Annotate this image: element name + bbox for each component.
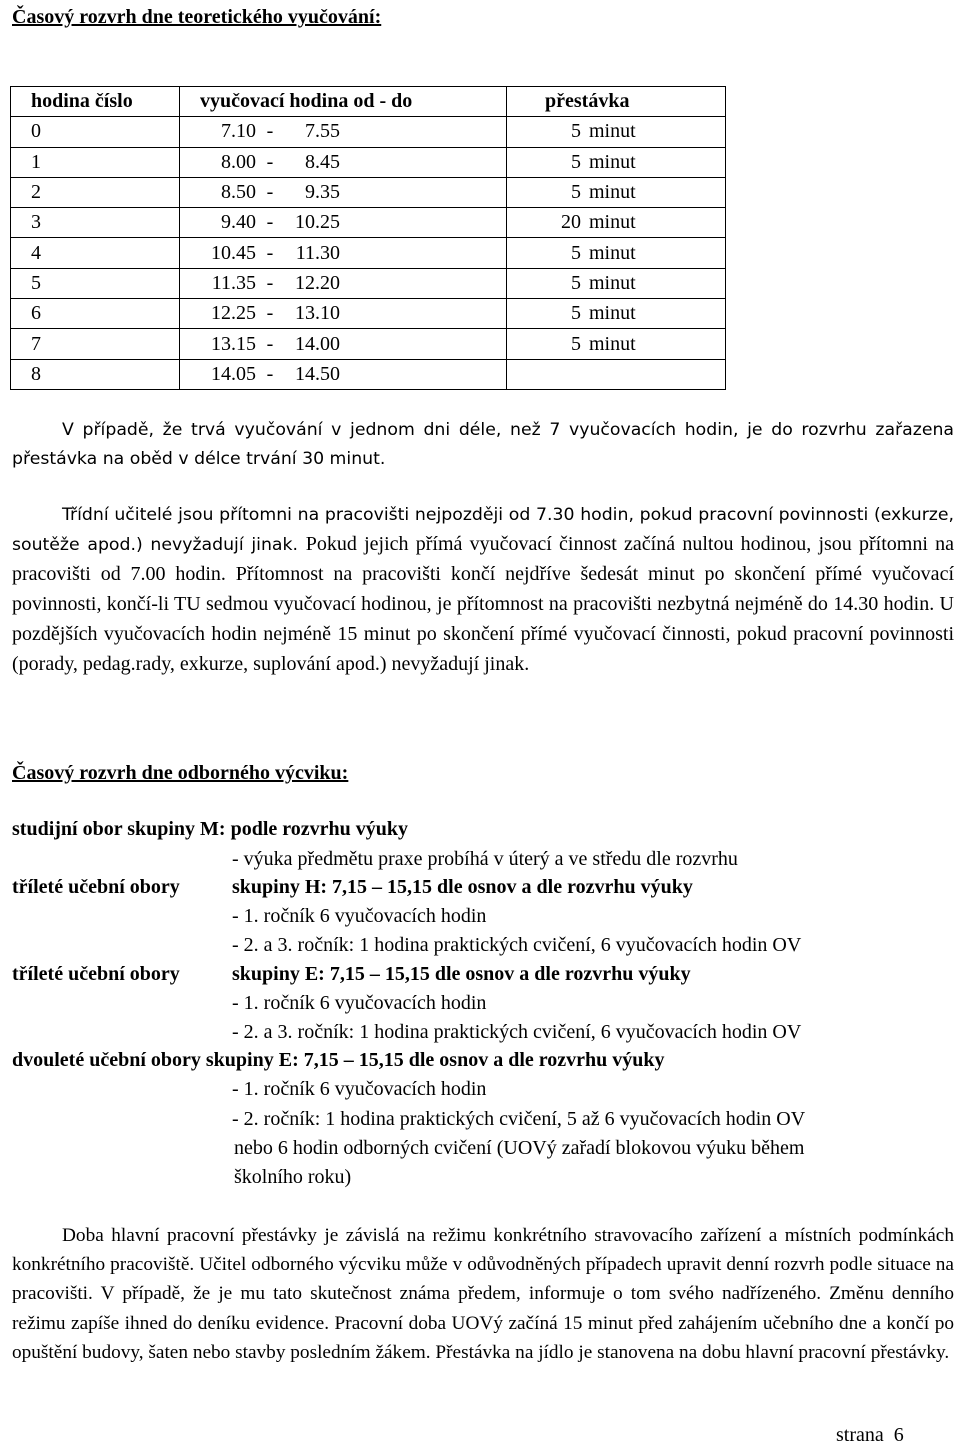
time-to: 9.35 (305, 181, 340, 204)
cell-od-do (180, 359, 507, 389)
cell-prestavka (507, 177, 726, 207)
time-from: 8.00 (221, 150, 256, 173)
time-dash: - (266, 211, 274, 234)
break-minutes: 5 (571, 181, 581, 204)
header-od-do: vyučovací hodina od - do (180, 87, 507, 117)
cell-hodina: 8 (11, 359, 180, 389)
break-unit: minut (589, 332, 636, 355)
obor-e3-label: tříleté učební obory (12, 963, 180, 985)
table-row (11, 147, 726, 177)
time-dash: - (266, 332, 274, 355)
break-minutes: 5 (571, 241, 581, 264)
break-minutes: 20 (561, 211, 581, 234)
table-row (11, 238, 726, 268)
break-minutes: 5 (571, 302, 581, 325)
obor-e2: dvouleté učební obory skupiny E: 7,15 – 15,15 dle osnov a dle rozvrhu výuky (12, 1049, 665, 1071)
time-dash: - (266, 181, 274, 204)
break-unit: minut (589, 271, 636, 294)
cell-hodina: 5 (11, 268, 180, 298)
cell-od-do (180, 329, 507, 359)
obor-h-sub1: - 1. ročník 6 vyučovacích hodin (232, 905, 487, 927)
table-row (11, 299, 726, 329)
table-row (11, 329, 726, 359)
time-from: 10.45 (211, 241, 256, 264)
table-row (11, 177, 726, 207)
cell-prestavka (507, 299, 726, 329)
cell-prestavka (507, 359, 726, 389)
time-to: 14.50 (295, 362, 340, 385)
obor-h-sub2: - 2. a 3. ročník: 1 hodina praktických cvičení, 6 vyučovacích hodin OV (232, 934, 802, 956)
obor-h-label: tříleté učební obory (12, 876, 180, 898)
time-dash: - (266, 271, 274, 294)
time-from: 9.40 (221, 211, 256, 234)
time-to: 10.25 (295, 211, 340, 234)
cell-hodina: 3 (11, 208, 180, 238)
cell-od-do (180, 208, 507, 238)
obor-e3-sub1: - 1. ročník 6 vyučovacích hodin (232, 992, 487, 1014)
cell-prestavka (507, 208, 726, 238)
heading-teoreticke-vyucovani: Časový rozvrh dne teoretického vyučování: (12, 6, 382, 28)
cell-hodina: 7 (11, 329, 180, 359)
page-number (836, 1424, 904, 1447)
cell-hodina: 6 (11, 299, 180, 329)
cell-od-do (180, 268, 507, 298)
paragraph-tridni-ucitele (12, 501, 954, 680)
time-from: 11.35 (211, 271, 256, 294)
time-from: 13.15 (211, 332, 256, 355)
time-from: 7.10 (221, 120, 256, 143)
obor-e3-sub2: - 2. a 3. ročník: 1 hodina praktických cvičení, 6 vyučovacích hodin OV (232, 1021, 802, 1043)
paragraph-doba-prestavky (12, 1221, 954, 1367)
time-from: 12.25 (211, 302, 256, 325)
time-from: 14.05 (211, 362, 256, 385)
break-minutes: 5 (571, 120, 581, 143)
cell-od-do (180, 299, 507, 329)
table-header-row (11, 87, 726, 117)
paragraph-tridni-serif: Pokud jejich přímá vyučovací činnost začíná nultou hodinou, jsou přítomni na pracovišti od 7.00 hodin. Přítomnost na pracovišti končí nejdříve šedesát minut po skončení přímé vyučovací povinnosti, končí-li TU sedmou vyučovací hodinou, je přítomnost na pracovišti nezbytná nejméně do 14.30 hodin. U pozdějších vyučovacích hodin nejméně 15 minut po skončení přímé vyučovací činnosti, pokud pracovní povinnosti (porady, pedag.rady, exkurze, suplování apod.) nevyžadují jinak. (12, 533, 955, 675)
break-unit: minut (589, 241, 636, 264)
time-dash: - (266, 241, 274, 264)
cell-hodina: 4 (11, 238, 180, 268)
heading-odborny-vycvik: Časový rozvrh dne odborného výcviku: (12, 762, 349, 784)
time-dash: - (266, 362, 274, 385)
header-prestavka: přestávka (507, 87, 726, 117)
cell-od-do (180, 147, 507, 177)
break-unit: minut (589, 120, 636, 143)
obor-h-text: skupiny H: 7,15 – 15,15 dle osnov a dle rozvrhu výuky (232, 876, 693, 898)
page-label: strana (836, 1424, 884, 1446)
schedule-table (10, 86, 726, 390)
break-unit: minut (589, 211, 636, 234)
paragraph-tridni-sans: Třídní učitelé jsou přítomni na pracovišti nejpozději od 7.30 hodin, pokud pracovní povinnosti (exkurze, soutěže apod.) nevyžadují jinak. (12, 505, 954, 555)
cell-hodina: 2 (11, 177, 180, 207)
cell-od-do (180, 177, 507, 207)
paragraph-obed-text: V případě, že trvá vyučování v jednom dni déle, než 7 vyučovacích hodin, je do rozvrhu zařazena přestávka na oběd v délce trvání 30 minut. (12, 420, 954, 469)
time-to: 13.10 (295, 302, 340, 325)
break-minutes: 5 (571, 150, 581, 173)
cell-prestavka (507, 147, 726, 177)
cell-prestavka (507, 117, 726, 147)
cell-prestavka (507, 238, 726, 268)
obor-e3-text: skupiny E: 7,15 – 15,15 dle osnov a dle rozvrhu výuky (232, 963, 691, 985)
paragraph-doba-text: Doba hlavní pracovní přestávky je závislá na režimu konkrétního stravovacího zařízení a místních podmínkách konkrétního pracoviště. Učitel odborného výcviku může v odůvodněných případech upravit denní rozvrh podle situace na pracovišti. V případě, že je mu tato skutečnost známa předem, informuje o tom svého nadřízeného. Změnu denního režimu zapíše ihned do deníku evidence. Pracovní doba UOVý začíná 15 minut před zahájením učebního dne a končí po opuštění budovy, šaten nebo stavby posledním žákem. Přestávka na jídlo je stanovena na dobu hlavní pracovní přestávky. (12, 1225, 954, 1363)
obor-e2-sub2-line1: - 2. ročník: 1 hodina praktických cvičení, 5 až 6 vyučovacích hodin OV (232, 1108, 806, 1130)
time-to: 8.45 (305, 150, 340, 173)
obor-e2-sub2-line2: nebo 6 hodin odborných cvičení (UOVý zařadí blokovou výuku během (234, 1137, 805, 1159)
break-unit: minut (589, 150, 636, 173)
obor-m: studijní obor skupiny M: podle rozvrhu výuky (12, 818, 409, 840)
header-hodina: hodina číslo (11, 87, 180, 117)
obor-m-sub: - výuka předmětu praxe probíhá v úterý a ve středu dle rozvrhu (232, 848, 738, 870)
time-dash: - (266, 302, 274, 325)
time-to: 7.55 (305, 120, 340, 143)
time-dash: - (266, 120, 274, 143)
table-row (11, 359, 726, 389)
cell-prestavka (507, 329, 726, 359)
time-dash: - (266, 150, 274, 173)
obor-e2-sub2-line3: školního roku) (234, 1166, 352, 1188)
cell-od-do (180, 117, 507, 147)
obor-e2-sub1: - 1. ročník 6 vyučovacích hodin (232, 1078, 487, 1100)
time-to: 14.00 (295, 332, 340, 355)
cell-od-do (180, 238, 507, 268)
time-to: 12.20 (295, 271, 340, 294)
break-minutes: 5 (571, 271, 581, 294)
table-row (11, 208, 726, 238)
cell-hodina: 1 (11, 147, 180, 177)
cell-hodina: 0 (11, 117, 180, 147)
cell-prestavka (507, 268, 726, 298)
time-from: 8.50 (221, 181, 256, 204)
paragraph-obed (12, 416, 954, 474)
table-row (11, 117, 726, 147)
break-unit: minut (589, 302, 636, 325)
break-unit: minut (589, 181, 636, 204)
table-row (11, 268, 726, 298)
page-number-value: 6 (893, 1424, 904, 1446)
time-to: 11.30 (295, 241, 340, 264)
break-minutes: 5 (571, 332, 581, 355)
